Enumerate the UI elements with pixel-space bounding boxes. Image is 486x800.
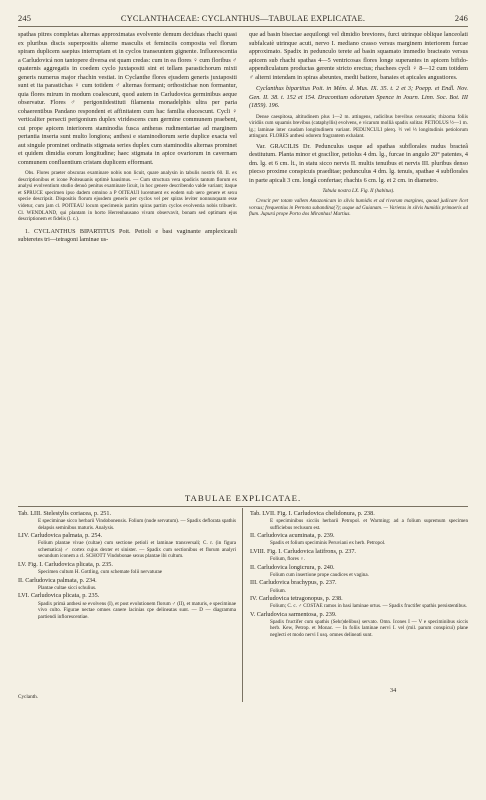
tabula-reference: Tabula nostra LX. Fig. II (habitus). [322,188,395,195]
plate-note: Folium plantae vivae (cultae) cum sectione petioli et laminae transversali; C. r. (in figura schematica) ♂ cortex cujus dexter et sinister. — Spadix cum sectionibus et florum analyri secundum iconem a cl. SCHOTT Vindobonae sexus plantae ibi cultum. [38,540,236,560]
tabulae-title: TABULAE EXPLICATAE. [184,493,302,503]
plate-entry: LIV. Carludovica palmata, p. 254. [18,532,103,540]
plate-entry: II. Carludovica acuminata, p. 239. [250,532,335,540]
field-description: Dense caespitosa, altitudinem plus 1—2 m. attingens, radicibus brevibus cerussatis; rhizoma foliis viridiis cum squamis brevibus (cataphyllis) evolvens, e vicarum mollià spadix solitar. PETIOLUS ½—1 m. lg.; laminae inter caudam longitudinem variant. PEDUNCULI plerq. ½ vel ⅓ longitudinis petiolorum attingunt. FLORES anthesi odorem fragrantem exhalant. [249,113,468,140]
plate-entry: V. Carludovica sarmentosa, p. 239. [250,610,337,618]
variety-gracilis: Var. GRACILIS Dr. Pedunculus usque ad spathas subflorales nudus bracteâ destitutum. Planta minor et gracilior, petiolus 4 dm. lg., furcae in angulo 20° patentes, 4 dm. lg. et 6 cm. lt., in statu sicco nervis II. multis tenuibus et nervis III. pluribus denso piecso proxime conspicuis praeditae; pedunculus 4 dm. lg. tenuis, spathae 4 subflorales in parte apicali 3 cm. longâ confertae; rhachis 6 cm. lg. et 2 cm. in diametro. [249,142,468,184]
plate-entry: II. Carludovica longicrura, p. 240. [250,563,335,571]
header-rule [18,26,468,27]
plate-note: Folium, flores ♀. [270,556,306,563]
page-number-left: 245 [18,14,32,23]
running-title: CYCLANTHACEAE: CYCLANTHUS—TABULAE EXPLICATAE. [120,14,366,23]
plate-entry: LVI. Carludovica plicata, p. 235. [18,592,100,600]
plate-entry: IV. Carludovica tetragonopus, p. 238. [250,595,343,603]
text-columns [18,31,468,245]
plate-explanations [18,510,468,639]
observation-note: Obs. Flores praeter obscuras examinare nobis non licuit, quare analysin in tabulis nostris 60. II. ex descriptionibus et icone Poiteauanis optimè hausimus. — Cum structura vera spadicis tantum florum ex analysi evolventium studio denuò penitus examinare licuit, in hoc genere describendo valde variant; itaque et SPRUCE specimen ipso dadem omnino a P OITEAUI lucentuent ex eodem sub uero genere et sexu specie descripsit. Dispositis florum ejusdem generis per cyclos vel per spiras leviter nonnunquam esse videtur, cum jam cl. POITEAU locum specimenis partim spiras partim cyclos evolventia nobis tribuerit. Cl. WENDLAND, qui plantam in horto Herrenhausano vivam observavit, bonam sed optimam ejus descriptionem et fidelis (l. c.). [18,170,237,223]
habitat-note: Crescit per totam vallem Amazonicam in silvis humidis et ad rivorum margines, quoad judicare licet vorsus; frequentius in Pernota subandina(?); usque ad Guianam. — Varietas in silvis humidis primaeris ad flum. Jupurá prope Porto dos Miranhas! Martius. [249,197,468,218]
plate-entry: III. Carludovica brachypus, p. 237. [250,579,337,587]
footer-signature-left: Cyclanth. [18,694,39,700]
paragraph-description: que ad basin bisectae aequilongi vel dimidio breviores, furci utrinque oblique lanceolati subfalcatè utrinque acuti, nervo I. mediano crasso versus marginem interiorem furcae approximato. Spadix in pedunculo terete ad basin squamato immedio bracteato versus apicem sub rhachi spathas 4—5 ventricosas flores longe superantes in apicem bifido-appendiculatum productas gerente stricto erectus; rhachees cycli ♀ 8—12 cum totidem ♂ alterni intendam in spiras abeuntes, medii batiore, banaies et apicales angustiores. [249,31,468,81]
plate-note: Specimen cultum H. Gottling, cum schemate folii nervaturae [38,569,163,576]
plate-entry: Tab. LVII. Fig. I. Carludovica chelidonura, p. 238. [250,510,375,517]
plate-entry: LV. Fig. I. Carludovica plicata, p. 235. [18,560,113,568]
plates-left [18,510,236,639]
signature-number: 34 [390,687,397,694]
paragraph-spathas: spathas pitres completas alternas approximatas evolvente demum deciduas rhachi quasi ex pluribus discis superpositis alterne masculis et feminciis composita vel florum spiram duplicem saepius interruptam et in cyclos transeuntem gignente. Influorescentia a Carludovicá non tantopere diversa est quam credas: cum in ea flores ♀ cum floribus ♂ quaternis aggregatis in coedem cyclo juxtapositi sint et tellam parastichorum mixti generis numerus major rhachin vestiat. in Cyclanthe flores ejusdem generis juxtapositi sunt et ita parastichas ♀ cum totidem ♂ alternas formant; orthostichae non formantur, quia flores mirum in modum coalescunt, quod autem in Carludovica germinibus aeque observatur. Flores ♂ perigoniidestituti filamenta monadelphis ultra per paria cohaerentibus Pandano respondent et affinitatem cum hac familia elucescunt. Cycli ♀ verticaliter persecti perigonium duplex viridescens cum germine communem praebent, cui prope apicem interiorem staminodia fusca antheras rudimentariae ad marginem pertantia inserta sunt multo longiora; anthesi e staminodiorum serie duplice exacta vel aut singule prominet ordinatis stigmata series duplex cum staminodiis alternas prominet et quidem dimidia eorum longitudine; haec stigmata in apice ovariorum in cavernam communem confluentium cristam duplicem efformant. [18,31,237,166]
plate-note: Folium; C. c. ♂ COSTAE ramos in basi laminae ortus. — Spadix fructifer spathis persistentibus. [270,603,467,610]
species-heading: 1. CYCLANTHUS BIPARTITUS Poit. Petioli e basi vaginante amplexicauli subteretes tri—tetragoni laminae us- [18,227,237,244]
page-number-right: 246 [454,14,468,23]
plate-note: E speciminibus sicciis herbarii Petropol. et Warming; ad a folium supremum specimen sufficiebus reclusum est. [270,518,468,531]
plate-entry: II. Carludovica palmata, p. 234. [18,576,97,584]
plate-note: Spadix fructifer cum spathis (Sehr)delibus) servato. Omn. Icones I — V e speciminibus siccis herb. Kew, Petrop. et Monac. — In foliis laminae nervi I. vel (mil. parum conspicui) plane neglecti et modo nervi I usq. omnes delineati sunt. [270,618,468,638]
right-column [249,31,468,245]
plates-right [250,510,468,639]
plate-note: Folium. [270,587,286,594]
plate-note: Folium cum insertione prope caudices et vagina. [270,571,369,578]
plate-note: E speciminae sicco herbarii Vindobonensis. Folium (nude servatum). — Spadix deflorata spathis delapsis seminibus maturis. Analysis. [38,518,236,531]
plate-entry: LVIII. Fig. I. Carludovica latifrons, p. 237. [250,547,356,555]
synonymy-references: Cyclanthus bipartitus Poit. in Mém. d. Mus. IX. 35. t. 2 et 3; Poepp. et Endl. Nov. Gen. II. 38. t. 152 et 154. Dracontium odoratum Spence in Journ. Linn. Soc. Bot. III (1859). 196. [249,85,468,109]
plate-note: Plantae cultae sicci schulius. [38,584,97,591]
plate-entry: Tab. LIII. Stelestylis coriacea, p. 251. [18,510,112,517]
plate-note: Spadix et folium speciminis Peruviani ex herb. Petropol. [270,540,386,547]
left-column [18,31,237,245]
tabulae-rule [18,506,468,507]
running-header [18,14,468,23]
plate-note: Spadix primà anthesi se evolvens (I), et post evolutionem florum ♂ (II), et maturis, e speciminae vivo culto. Figurae nectae omnes canere lacinias cpe delineatas sunt. — D — diagramma partiendi inflorescentiae. [38,600,236,620]
